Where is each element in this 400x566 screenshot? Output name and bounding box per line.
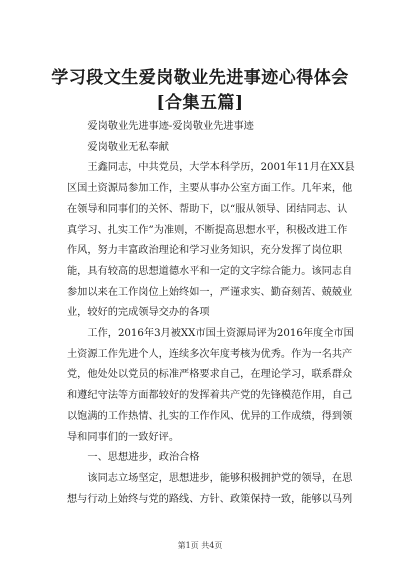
paragraph: 爱岗敬业先进事迹-爱岗敬业先进事迹 [87, 121, 254, 132]
paragraph: 工作，2016年3月被XX市国土资源局评为2016年度全市国土资源工作先进个人，连续多次年度考核为优秀。作为一名共产党，他处处以党员的标准严格要求自己，在理论学习，联系群众和遵纪守法等方面都较好的发挥着共产党的先锋模范作用，自己以饱满的工作热情、扎实的工作作风、优异的工作成绩，得到领导和同事们的一致好评。 [67, 328, 354, 443]
document-body [67, 117, 356, 510]
paragraph: 该同志立场坚定，思想进步，能够积极拥护党的领导，在思想与行动上始终与党的路线、方针、政策保持一致，能够以马列 [67, 472, 353, 505]
section-heading: 一、思想进步，政治合格 [87, 452, 200, 464]
document-title: 学习段文生爱岗敬业先进事迹心得体会[合集五篇] [51, 68, 349, 113]
page-number: 第1页 共4页 [177, 541, 223, 550]
paragraph: 王鑫同志，中共党员，大学本科学历，2001年11月在XX县区国土资源局参加工作，主要从事办公室方面工作。几年来，他在领导和同事们的关怀、帮助下，以“服从领导、团结同志、认真学习、扎实工作”为准则，不断提高思想水平，积极改进工作作风，努力丰富政治理论和学习业务知识，充分发挥了岗位职能，具有较高的思想道德水平和一定的文字综合能力。该同志自参加以来在工作岗位上始终如一，严谨求实、勤奋刻苦、兢兢业业，较好的完成领导交办的各项 [67, 162, 355, 319]
paragraph: 爱岗敬业无私奉献 [87, 141, 169, 153]
